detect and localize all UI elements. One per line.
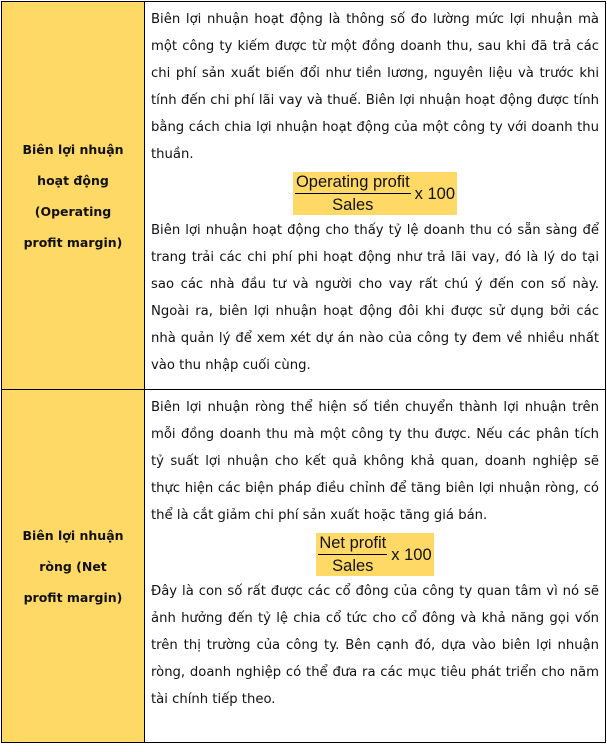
term-cell [2, 390, 145, 743]
definition-table [1, 1, 606, 743]
formula-row [151, 533, 599, 576]
formula-net-margin [316, 533, 433, 576]
formula-row [151, 172, 599, 215]
term-line: Biên lợi nhuận [22, 141, 124, 157]
term-line: profit margin) [23, 589, 123, 605]
formula-numerator: Operating profit [295, 172, 411, 194]
description-cell [145, 390, 606, 743]
term-line: Biên lợi nhuận [22, 527, 124, 543]
term-line: profit margin) [23, 234, 123, 250]
formula-multiplier: x 100 [391, 545, 432, 564]
term-line: ròng (Net [39, 558, 107, 574]
description-paragraph: Đây là con số rất được các cổ đông của công ty quan tâm vì nó sẽ ảnh hưởng đến tỷ lệ chia cổ tức cho cổ đông và khả năng gọi vốn trên thị trường của công ty. Bên cạnh đó, dựa vào biên lợi nhuận ròng, doanh nghiệp có thể đưa ra các mục tiêu phát triển cho năm tài chính tiếp theo. [151, 584, 599, 707]
table-row-net-margin [2, 390, 606, 743]
description-paragraph: Biên lợi nhuận hoạt động cho thấy tỷ lệ doanh thu có sẵn sàng để trang trải các chi phí phi hoạt động như trả lãi vay, đó là lý do tại sao các nhà đầu tư và người cho vay rất chú ý đến con số này. Ngoài ra, biên lợi nhuận hoạt động đôi khi được sử dụng bởi các nhà quản lý để xem xét dự án nào của công ty đem về nhiều nhất vào thu nhập cuối cùng. [151, 223, 599, 373]
formula-denominator: Sales [332, 196, 374, 214]
description-paragraph: Biên lợi nhuận ròng thể hiện số tiền chuyển thành lợi nhuận trên mỗi đồng doanh thu mà một công ty thu được. Nếu các phân tích tỷ suất lợi nhuận cho kết quả không khả quan, doanh nghiệp sẽ thực hiện các biện pháp điều chỉnh để tăng biên lợi nhuận ròng, có thể là cắt giảm chi phí sản xuất hoặc tăng giá bán. [151, 400, 599, 523]
description-paragraph: Biên lợi nhuận hoạt động là thông số đo lường mức lợi nhuận mà một công ty kiếm được từ một đồng doanh thu, sau khi đã trả các chi phí sản xuất biến đổi như tiền lương, nguyên liệu và trước khi tính đến chi phí lãi vay và thuế. Biên lợi nhuận hoạt động được tính bằng cách chia lợi nhuận hoạt động của một công ty với doanh thu thuần. [151, 12, 599, 162]
fraction [295, 172, 411, 215]
term-line: hoạt động [37, 172, 109, 188]
fraction [318, 533, 387, 576]
term-line: (Operating [34, 203, 112, 219]
description-cell [145, 2, 606, 390]
formula-multiplier: x 100 [414, 184, 456, 203]
formula-denominator: Sales [332, 557, 374, 575]
term-cell [2, 2, 145, 390]
table-row-operating-margin [2, 2, 606, 390]
formula-operating-margin [293, 172, 457, 215]
formula-numerator: Net profit [318, 533, 387, 555]
